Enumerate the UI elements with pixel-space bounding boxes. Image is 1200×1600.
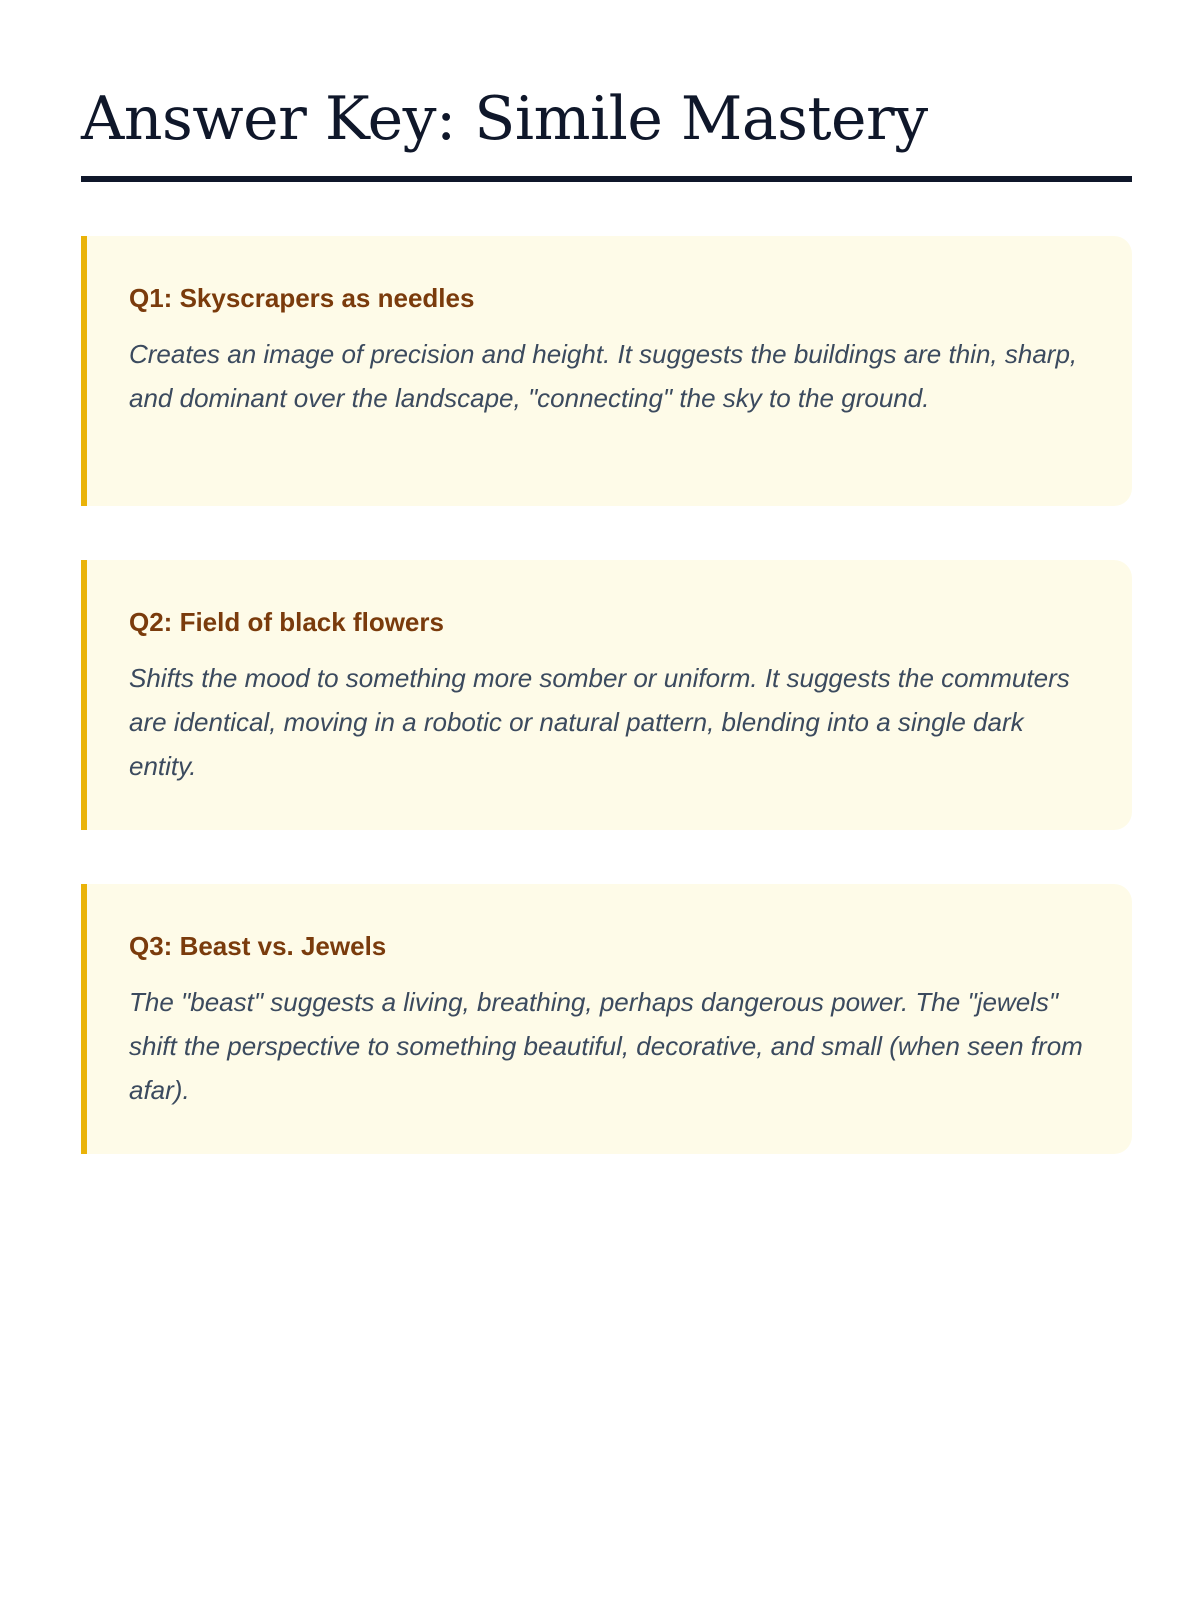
- answer-list: [81, 236, 1132, 1154]
- answer-key-page: [81, 0, 1132, 1208]
- title-divider: [81, 176, 1132, 182]
- answer-card-q3: [81, 884, 1132, 1154]
- answer-explanation: Creates an image of precision and height. It suggests the buildings are thin, sharp, and dominant over the landscape, "connecting" the sky to the ground.: [129, 339, 1078, 413]
- page-title: Answer Key: Simile Mastery: [81, 84, 928, 154]
- answer-explanation: The "beast" suggests a living, breathing, perhaps dangerous power. The "jewels" shift the perspective to something beautiful, decorative, and small (when seen from afar).: [129, 987, 1083, 1105]
- answer-card-q1: [81, 236, 1132, 506]
- answer-question: Q1: Skyscrapers as needles: [129, 283, 475, 313]
- answer-question: Q3: Beast vs. Jewels: [129, 931, 387, 961]
- answer-card-q2: [81, 560, 1132, 830]
- answer-explanation: Shifts the mood to something more somber or uniform. It suggests the commuters are identical, moving in a robotic or natural pattern, blending into a single dark entity.: [129, 663, 1070, 781]
- answer-question: Q2: Field of black flowers: [129, 607, 444, 637]
